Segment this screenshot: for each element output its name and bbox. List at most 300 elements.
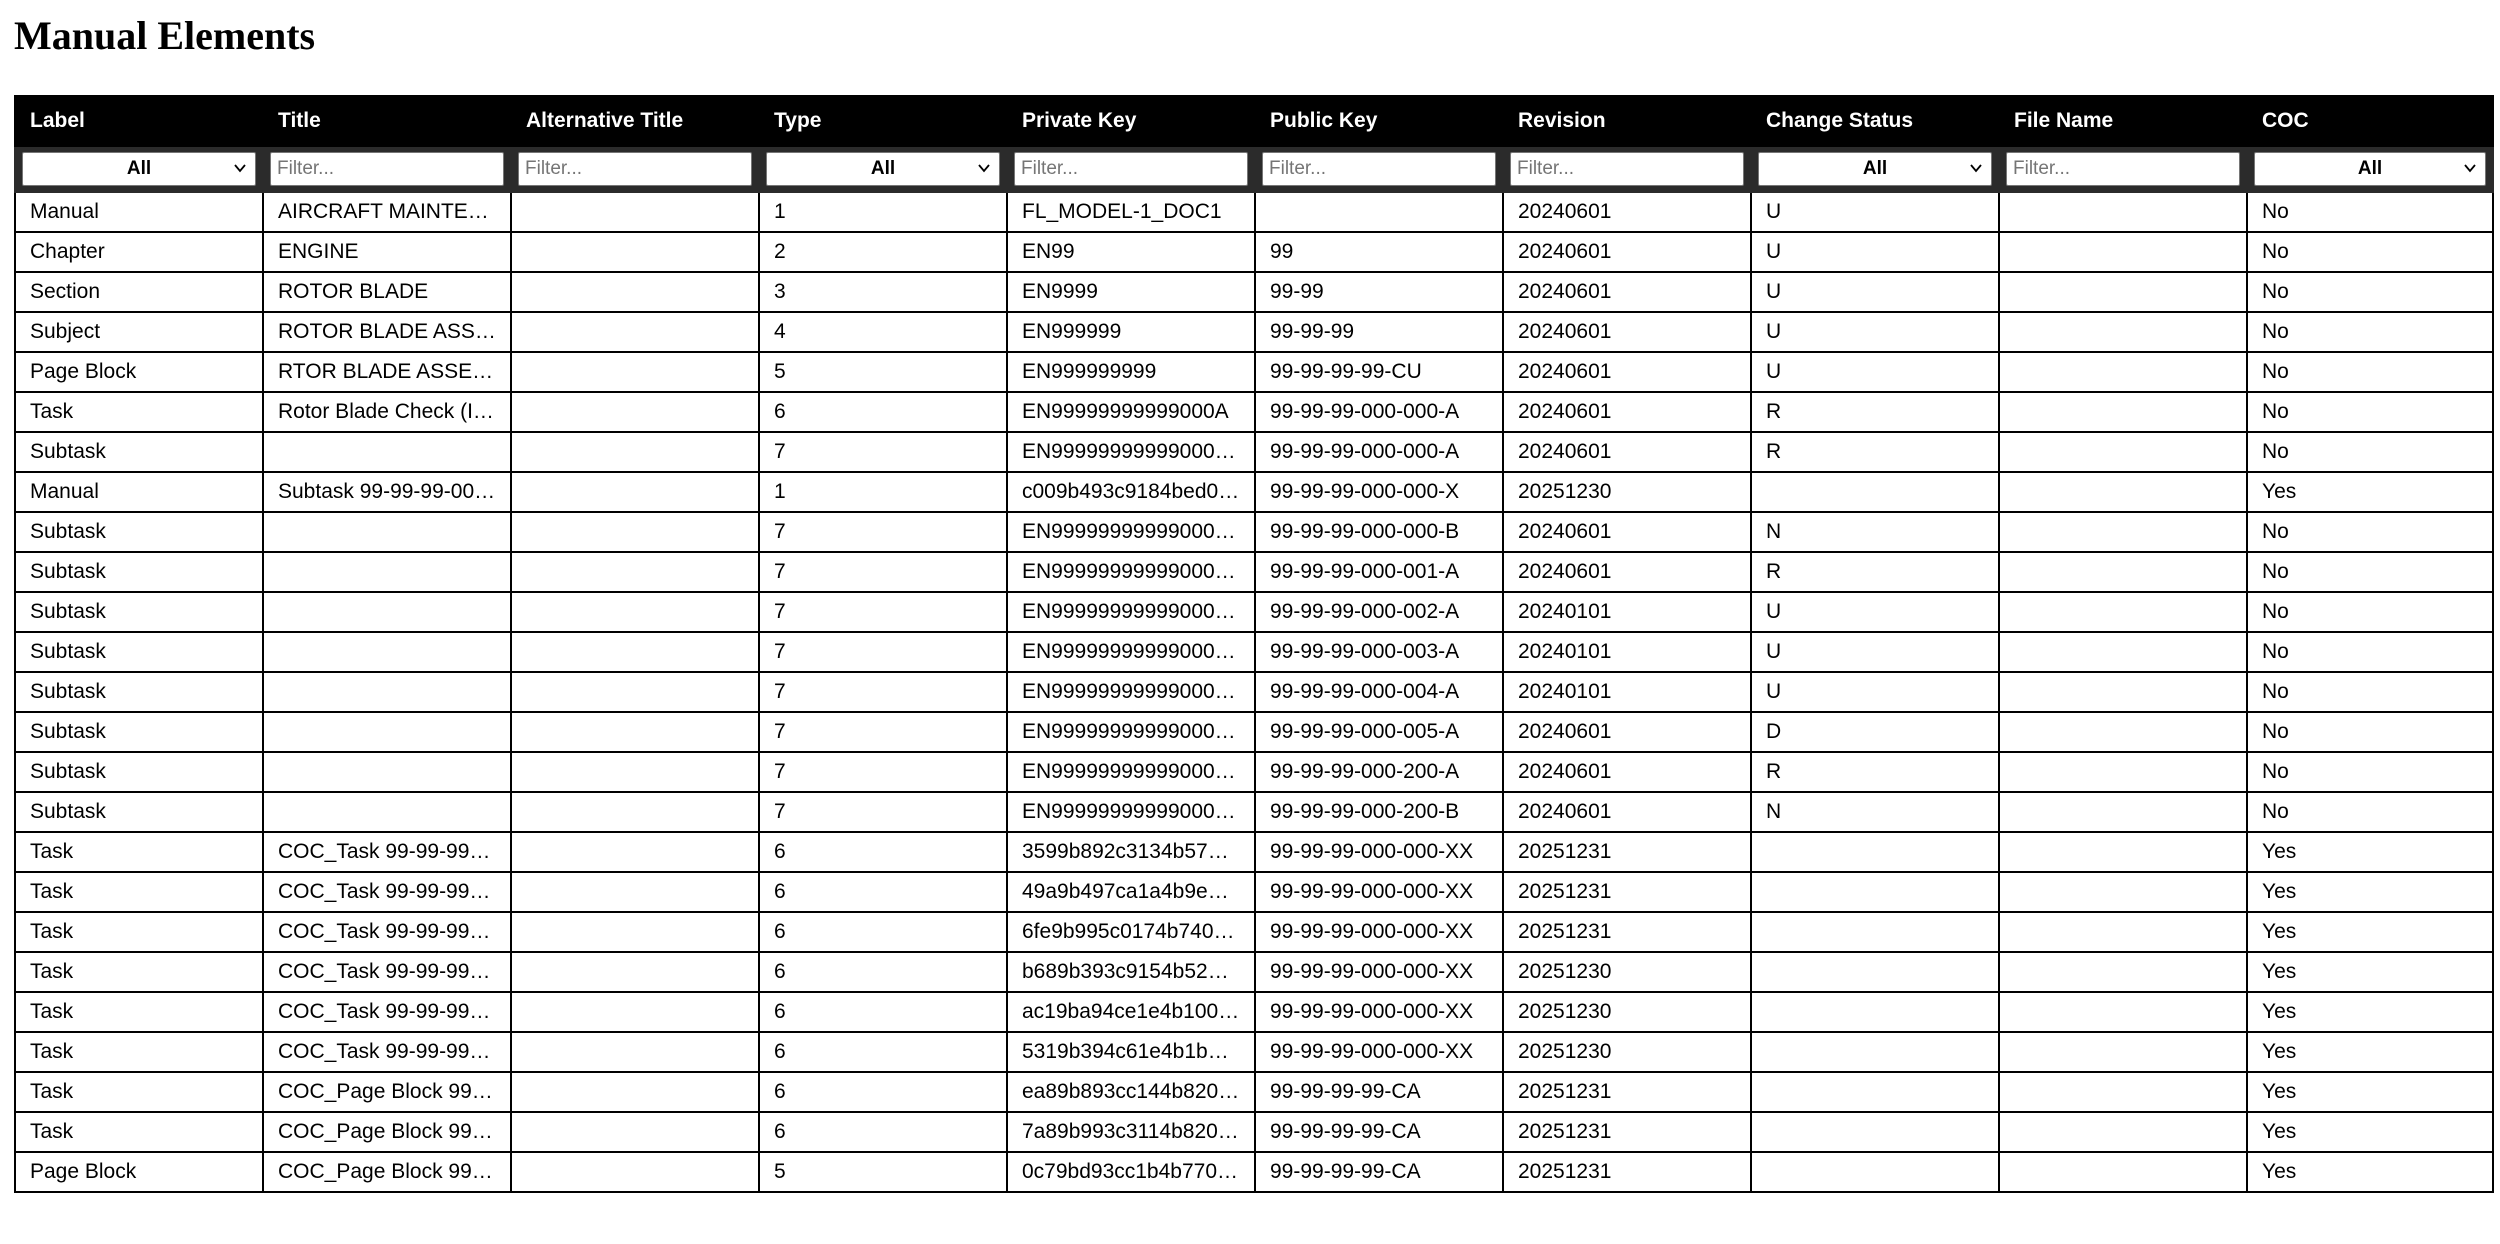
cell-label: Task xyxy=(15,952,263,992)
cell-type: 1 xyxy=(759,472,1007,512)
table-row xyxy=(15,712,2493,752)
cell-coc: No xyxy=(2247,512,2493,552)
filter-cell-file-name xyxy=(1999,146,2247,192)
table-row xyxy=(15,1072,2493,1112)
cell-revision: 20240601 xyxy=(1503,552,1751,592)
cell-revision: 20240101 xyxy=(1503,672,1751,712)
filter-cell-title xyxy=(263,146,511,192)
filter-input-private-key[interactable] xyxy=(1014,152,1248,186)
cell-coc: Yes xyxy=(2247,832,2493,872)
cell-alternative-title xyxy=(511,352,759,392)
cell-revision: 20251231 xyxy=(1503,1152,1751,1192)
cell-change-status: U xyxy=(1751,312,1999,352)
cell-change-status: U xyxy=(1751,592,1999,632)
cell-type: 6 xyxy=(759,832,1007,872)
cell-label: Subtask xyxy=(15,552,263,592)
cell-label: Task xyxy=(15,392,263,432)
filter-cell-private-key xyxy=(1007,146,1255,192)
cell-public-key: 99-99-99-99-CU xyxy=(1255,352,1503,392)
cell-title: COC_Task 99-99-99… xyxy=(263,992,511,1032)
cell-label: Task xyxy=(15,1112,263,1152)
cell-revision: 20251231 xyxy=(1503,1072,1751,1112)
filter-select-change-status[interactable] xyxy=(1758,152,1992,186)
filter-input-alternative-title[interactable] xyxy=(518,152,752,186)
cell-private-key: EN999999 xyxy=(1007,312,1255,352)
table-row xyxy=(15,1112,2493,1152)
cell-alternative-title xyxy=(511,632,759,672)
cell-type: 6 xyxy=(759,912,1007,952)
cell-alternative-title xyxy=(511,792,759,832)
cell-type: 3 xyxy=(759,272,1007,312)
cell-type: 6 xyxy=(759,952,1007,992)
filter-select-type[interactable] xyxy=(766,152,1000,186)
cell-revision: 20240601 xyxy=(1503,712,1751,752)
cell-file-name xyxy=(1999,792,2247,832)
cell-title: COC_Task 99-99-99… xyxy=(263,952,511,992)
table-row xyxy=(15,832,2493,872)
cell-revision: 20240601 xyxy=(1503,272,1751,312)
cell-revision: 20240601 xyxy=(1503,792,1751,832)
filter-row xyxy=(15,146,2493,192)
cell-private-key: EN99999999999000… xyxy=(1007,712,1255,752)
cell-title: COC_Page Block 99… xyxy=(263,1152,511,1192)
filter-select-value: All xyxy=(2357,158,2383,179)
column-header-label: Label xyxy=(15,96,263,146)
table-row xyxy=(15,1152,2493,1192)
cell-change-status: N xyxy=(1751,512,1999,552)
cell-private-key: EN99999999999000… xyxy=(1007,792,1255,832)
cell-alternative-title xyxy=(511,1072,759,1112)
cell-file-name xyxy=(1999,392,2247,432)
cell-file-name xyxy=(1999,1072,2247,1112)
filter-select-value: All xyxy=(126,158,152,179)
cell-alternative-title xyxy=(511,592,759,632)
table-row xyxy=(15,952,2493,992)
table-row xyxy=(15,312,2493,352)
cell-public-key: 99-99-99-000-000-XX xyxy=(1255,912,1503,952)
cell-title: COC_Page Block 99… xyxy=(263,1072,511,1112)
table-row xyxy=(15,352,2493,392)
cell-private-key: 3599b892c3134b570… xyxy=(1007,832,1255,872)
cell-private-key: EN99999999999000… xyxy=(1007,432,1255,472)
cell-change-status xyxy=(1751,992,1999,1032)
cell-file-name xyxy=(1999,232,2247,272)
table-row xyxy=(15,392,2493,432)
cell-title: COC_Task 99-99-99… xyxy=(263,832,511,872)
column-header-revision: Revision xyxy=(1503,96,1751,146)
cell-public-key: 99-99-99-000-001-A xyxy=(1255,552,1503,592)
cell-change-status: R xyxy=(1751,552,1999,592)
filter-select-coc[interactable] xyxy=(2254,152,2486,186)
cell-public-key: 99-99-99-000-000-XX xyxy=(1255,1032,1503,1072)
cell-private-key: ea89b893cc144b820… xyxy=(1007,1072,1255,1112)
cell-file-name xyxy=(1999,1032,2247,1072)
cell-revision: 20251231 xyxy=(1503,912,1751,952)
column-header-coc: COC xyxy=(2247,96,2493,146)
table-row xyxy=(15,912,2493,952)
cell-private-key: EN99999999999000… xyxy=(1007,592,1255,632)
cell-coc: Yes xyxy=(2247,1152,2493,1192)
table-row xyxy=(15,592,2493,632)
column-header-alternative-title: Alternative Title xyxy=(511,96,759,146)
table-row xyxy=(15,752,2493,792)
column-header-public-key: Public Key xyxy=(1255,96,1503,146)
cell-title xyxy=(263,792,511,832)
cell-file-name xyxy=(1999,992,2247,1032)
cell-public-key: 99-99-99-000-200-A xyxy=(1255,752,1503,792)
cell-revision: 20251230 xyxy=(1503,992,1751,1032)
chevron-down-icon xyxy=(233,161,247,175)
cell-private-key: EN99999999999000… xyxy=(1007,752,1255,792)
cell-change-status xyxy=(1751,1032,1999,1072)
cell-alternative-title xyxy=(511,912,759,952)
cell-label: Subject xyxy=(15,312,263,352)
cell-type: 6 xyxy=(759,1072,1007,1112)
cell-file-name xyxy=(1999,512,2247,552)
cell-coc: No xyxy=(2247,552,2493,592)
column-header-title: Title xyxy=(263,96,511,146)
cell-label: Task xyxy=(15,1072,263,1112)
cell-file-name xyxy=(1999,312,2247,352)
table-row xyxy=(15,552,2493,592)
cell-title xyxy=(263,672,511,712)
cell-coc: No xyxy=(2247,432,2493,472)
cell-alternative-title xyxy=(511,192,759,232)
cell-type: 6 xyxy=(759,1032,1007,1072)
cell-alternative-title xyxy=(511,312,759,352)
table-row xyxy=(15,232,2493,272)
cell-alternative-title xyxy=(511,432,759,472)
cell-file-name xyxy=(1999,632,2247,672)
cell-file-name xyxy=(1999,1112,2247,1152)
cell-file-name xyxy=(1999,1152,2247,1192)
cell-alternative-title xyxy=(511,952,759,992)
cell-coc: Yes xyxy=(2247,872,2493,912)
cell-file-name xyxy=(1999,272,2247,312)
column-header-type: Type xyxy=(759,96,1007,146)
cell-private-key: EN999999999 xyxy=(1007,352,1255,392)
filter-cell-public-key xyxy=(1255,146,1503,192)
cell-type: 7 xyxy=(759,592,1007,632)
cell-public-key: 99-99-99-000-000-XX xyxy=(1255,952,1503,992)
cell-label: Subtask xyxy=(15,592,263,632)
page-title: Manual Elements xyxy=(14,13,316,58)
cell-private-key: EN99999999999000… xyxy=(1007,512,1255,552)
cell-change-status: D xyxy=(1751,712,1999,752)
cell-alternative-title xyxy=(511,712,759,752)
cell-revision: 20240601 xyxy=(1503,232,1751,272)
cell-revision: 20240601 xyxy=(1503,512,1751,552)
cell-title: Rotor Blade Check (I… xyxy=(263,392,511,432)
cell-coc: No xyxy=(2247,392,2493,432)
cell-alternative-title xyxy=(511,752,759,792)
cell-public-key: 99-99-99-000-000-B xyxy=(1255,512,1503,552)
cell-change-status: R xyxy=(1751,432,1999,472)
cell-file-name xyxy=(1999,672,2247,712)
cell-title xyxy=(263,632,511,672)
cell-public-key: 99-99-99-000-000-XX xyxy=(1255,992,1503,1032)
cell-coc: No xyxy=(2247,752,2493,792)
cell-type: 7 xyxy=(759,672,1007,712)
cell-label: Page Block xyxy=(15,352,263,392)
cell-file-name xyxy=(1999,592,2247,632)
cell-alternative-title xyxy=(511,472,759,512)
cell-change-status xyxy=(1751,1072,1999,1112)
cell-public-key: 99-99-99-99-CA xyxy=(1255,1112,1503,1152)
cell-alternative-title xyxy=(511,1112,759,1152)
cell-public-key: 99-99-99-000-005-A xyxy=(1255,712,1503,752)
cell-public-key: 99-99-99-000-200-B xyxy=(1255,792,1503,832)
cell-label: Chapter xyxy=(15,232,263,272)
cell-type: 4 xyxy=(759,312,1007,352)
cell-coc: No xyxy=(2247,192,2493,232)
cell-label: Task xyxy=(15,912,263,952)
filter-cell-type xyxy=(759,146,1007,192)
cell-alternative-title xyxy=(511,272,759,312)
cell-file-name xyxy=(1999,352,2247,392)
cell-private-key: EN9999 xyxy=(1007,272,1255,312)
cell-private-key: c009b493c9184bed0… xyxy=(1007,472,1255,512)
cell-change-status: R xyxy=(1751,752,1999,792)
cell-alternative-title xyxy=(511,872,759,912)
column-header-file-name: File Name xyxy=(1999,96,2247,146)
cell-public-key: 99-99-99-000-000-X xyxy=(1255,472,1503,512)
cell-type: 7 xyxy=(759,552,1007,592)
cell-type: 1 xyxy=(759,192,1007,232)
cell-title xyxy=(263,592,511,632)
cell-revision: 20251230 xyxy=(1503,472,1751,512)
cell-title: ROTOR BLADE ASS… xyxy=(263,312,511,352)
cell-public-key: 99-99-99-000-000-XX xyxy=(1255,832,1503,872)
filter-cell-coc xyxy=(2247,146,2493,192)
cell-coc: Yes xyxy=(2247,1072,2493,1112)
chevron-down-icon xyxy=(2463,161,2477,175)
cell-alternative-title xyxy=(511,992,759,1032)
cell-file-name xyxy=(1999,472,2247,512)
cell-coc: No xyxy=(2247,592,2493,632)
cell-label: Subtask xyxy=(15,632,263,672)
cell-type: 6 xyxy=(759,992,1007,1032)
cell-revision: 20251230 xyxy=(1503,952,1751,992)
cell-change-status: U xyxy=(1751,632,1999,672)
cell-coc: No xyxy=(2247,232,2493,272)
cell-coc: Yes xyxy=(2247,992,2493,1032)
cell-title xyxy=(263,432,511,472)
filter-select-value: All xyxy=(870,158,896,179)
cell-coc: No xyxy=(2247,272,2493,312)
cell-public-key: 99-99-99-99-CA xyxy=(1255,1072,1503,1112)
cell-public-key: 99-99 xyxy=(1255,272,1503,312)
cell-private-key: EN99999999999000… xyxy=(1007,632,1255,672)
filter-cell-label xyxy=(15,146,263,192)
cell-label: Manual xyxy=(15,472,263,512)
header-row xyxy=(15,96,2493,146)
table-row xyxy=(15,272,2493,312)
cell-revision: 20240601 xyxy=(1503,312,1751,352)
cell-file-name xyxy=(1999,552,2247,592)
filter-cell-revision xyxy=(1503,146,1751,192)
cell-file-name xyxy=(1999,712,2247,752)
cell-private-key: 7a89b993c3114b820… xyxy=(1007,1112,1255,1152)
filter-input-title[interactable] xyxy=(270,152,504,186)
column-header-private-key: Private Key xyxy=(1007,96,1255,146)
cell-change-status: U xyxy=(1751,272,1999,312)
cell-file-name xyxy=(1999,432,2247,472)
cell-public-key: 99-99-99-000-000-A xyxy=(1255,432,1503,472)
cell-public-key: 99-99-99-000-000-A xyxy=(1255,392,1503,432)
cell-type: 6 xyxy=(759,872,1007,912)
cell-revision: 20251231 xyxy=(1503,872,1751,912)
cell-alternative-title xyxy=(511,552,759,592)
cell-public-key xyxy=(1255,192,1503,232)
cell-revision: 20240601 xyxy=(1503,392,1751,432)
cell-private-key: EN99999999999000… xyxy=(1007,552,1255,592)
cell-revision: 20251231 xyxy=(1503,1112,1751,1152)
cell-coc: Yes xyxy=(2247,912,2493,952)
table-row xyxy=(15,472,2493,512)
cell-change-status: R xyxy=(1751,392,1999,432)
cell-revision: 20240601 xyxy=(1503,192,1751,232)
cell-public-key: 99-99-99-99-CA xyxy=(1255,1152,1503,1192)
cell-label: Page Block xyxy=(15,1152,263,1192)
cell-coc: Yes xyxy=(2247,1112,2493,1152)
cell-type: 5 xyxy=(759,1152,1007,1192)
cell-type: 7 xyxy=(759,752,1007,792)
cell-coc: Yes xyxy=(2247,472,2493,512)
cell-alternative-title xyxy=(511,1152,759,1192)
cell-title: Subtask 99-99-99-00… xyxy=(263,472,511,512)
cell-title xyxy=(263,752,511,792)
cell-change-status: U xyxy=(1751,352,1999,392)
cell-file-name xyxy=(1999,912,2247,952)
cell-type: 6 xyxy=(759,392,1007,432)
filter-cell-alternative-title xyxy=(511,146,759,192)
cell-change-status xyxy=(1751,1112,1999,1152)
cell-file-name xyxy=(1999,872,2247,912)
cell-label: Subtask xyxy=(15,712,263,752)
cell-revision: 20240601 xyxy=(1503,432,1751,472)
filter-input-file-name[interactable] xyxy=(2006,152,2240,186)
cell-label: Task xyxy=(15,832,263,872)
cell-title xyxy=(263,512,511,552)
filter-select-label[interactable] xyxy=(22,152,256,186)
cell-label: Task xyxy=(15,992,263,1032)
cell-change-status xyxy=(1751,912,1999,952)
table-row xyxy=(15,992,2493,1032)
cell-alternative-title xyxy=(511,232,759,272)
cell-coc: No xyxy=(2247,632,2493,672)
cell-coc: No xyxy=(2247,712,2493,752)
cell-revision: 20240601 xyxy=(1503,752,1751,792)
cell-label: Subtask xyxy=(15,792,263,832)
cell-coc: Yes xyxy=(2247,1032,2493,1072)
cell-change-status: U xyxy=(1751,672,1999,712)
cell-title: COC_Task 99-99-99… xyxy=(263,912,511,952)
cell-private-key: EN99 xyxy=(1007,232,1255,272)
cell-revision: 20251230 xyxy=(1503,1032,1751,1072)
table-row xyxy=(15,872,2493,912)
cell-coc: No xyxy=(2247,672,2493,712)
cell-coc: Yes xyxy=(2247,952,2493,992)
manual-elements-table xyxy=(14,95,2494,1193)
cell-label: Task xyxy=(15,1032,263,1072)
cell-title: COC_Task 99-99-99… xyxy=(263,1032,511,1072)
cell-revision: 20240101 xyxy=(1503,592,1751,632)
cell-coc: No xyxy=(2247,792,2493,832)
chevron-down-icon xyxy=(977,161,991,175)
cell-alternative-title xyxy=(511,512,759,552)
cell-public-key: 99-99-99-000-004-A xyxy=(1255,672,1503,712)
cell-label: Section xyxy=(15,272,263,312)
cell-title: COC_Task 99-99-99… xyxy=(263,872,511,912)
cell-change-status xyxy=(1751,872,1999,912)
table-row xyxy=(15,432,2493,472)
cell-private-key: 6fe9b995c0174b740f… xyxy=(1007,912,1255,952)
cell-title: RTOR BLADE ASSE… xyxy=(263,352,511,392)
cell-private-key: ac19ba94ce1e4b100… xyxy=(1007,992,1255,1032)
cell-change-status: N xyxy=(1751,792,1999,832)
cell-title xyxy=(263,712,511,752)
cell-private-key: FL_MODEL-1_DOC1 xyxy=(1007,192,1255,232)
cell-change-status xyxy=(1751,832,1999,872)
cell-label: Subtask xyxy=(15,512,263,552)
cell-change-status xyxy=(1751,952,1999,992)
cell-private-key: EN99999999999000… xyxy=(1007,672,1255,712)
cell-label: Subtask xyxy=(15,752,263,792)
cell-alternative-title xyxy=(511,832,759,872)
cell-file-name xyxy=(1999,832,2247,872)
cell-public-key: 99-99-99-000-003-A xyxy=(1255,632,1503,672)
cell-file-name xyxy=(1999,752,2247,792)
cell-file-name xyxy=(1999,952,2247,992)
table-row xyxy=(15,1032,2493,1072)
cell-type: 2 xyxy=(759,232,1007,272)
cell-public-key: 99-99-99-000-000-XX xyxy=(1255,872,1503,912)
filter-cell-change-status xyxy=(1751,146,1999,192)
cell-private-key: 49a9b497ca1a4b9e0… xyxy=(1007,872,1255,912)
filter-input-public-key[interactable] xyxy=(1262,152,1496,186)
cell-revision: 20240601 xyxy=(1503,352,1751,392)
table-row xyxy=(15,192,2493,232)
cell-alternative-title xyxy=(511,392,759,432)
cell-label: Manual xyxy=(15,192,263,232)
cell-change-status xyxy=(1751,472,1999,512)
cell-change-status xyxy=(1751,1152,1999,1192)
cell-alternative-title xyxy=(511,1032,759,1072)
cell-title xyxy=(263,552,511,592)
cell-label: Task xyxy=(15,872,263,912)
column-header-change-status: Change Status xyxy=(1751,96,1999,146)
cell-change-status: U xyxy=(1751,192,1999,232)
filter-select-value: All xyxy=(1862,158,1888,179)
table-row xyxy=(15,632,2493,672)
cell-type: 7 xyxy=(759,712,1007,752)
cell-private-key: 5319b394c61e4b1b0… xyxy=(1007,1032,1255,1072)
cell-revision: 20240101 xyxy=(1503,632,1751,672)
cell-private-key: EN99999999999000A xyxy=(1007,392,1255,432)
cell-public-key: 99-99-99-000-002-A xyxy=(1255,592,1503,632)
cell-type: 7 xyxy=(759,512,1007,552)
cell-public-key: 99-99-99 xyxy=(1255,312,1503,352)
cell-title: AIRCRAFT MAINTE… xyxy=(263,192,511,232)
cell-type: 7 xyxy=(759,632,1007,672)
cell-public-key: 99 xyxy=(1255,232,1503,272)
cell-label: Subtask xyxy=(15,432,263,472)
cell-alternative-title xyxy=(511,672,759,712)
cell-label: Subtask xyxy=(15,672,263,712)
filter-input-revision[interactable] xyxy=(1510,152,1744,186)
cell-title: ENGINE xyxy=(263,232,511,272)
